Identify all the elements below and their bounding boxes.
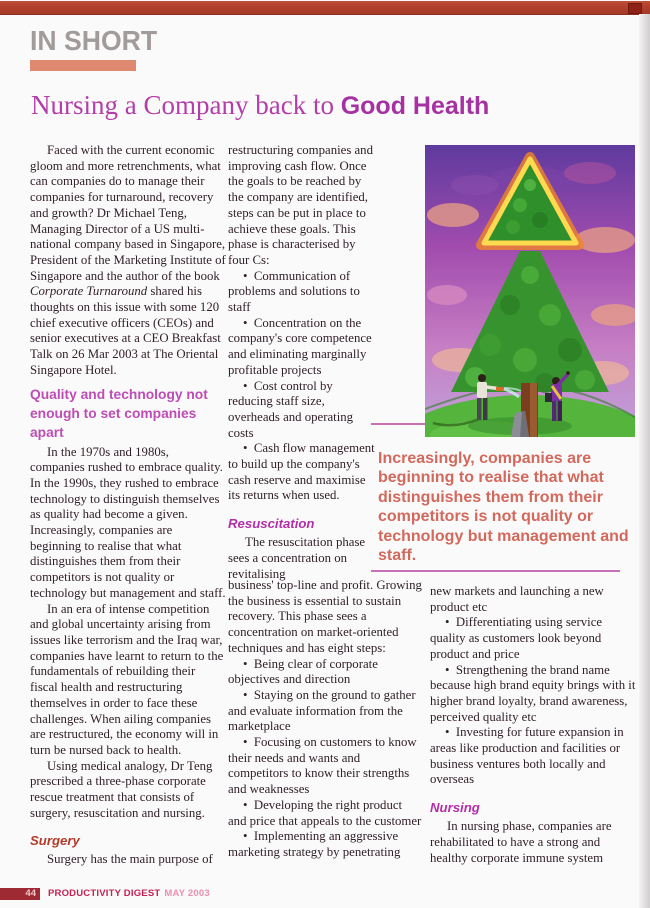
bullet-item: • Cash flow management to build up the company's cash reserve and maximise its returns when used. <box>228 441 375 503</box>
article-title-regular: Nursing a Company back to <box>31 90 341 120</box>
section-heading: Quality and technology not enough to set companies apart <box>30 386 208 440</box>
pull-quote-rule-bottom <box>371 570 620 572</box>
page-footer <box>48 888 210 900</box>
body-paragraph: The resuscitation phase sees a concentration on revitalising <box>228 535 366 581</box>
phase-subheading: Surgery <box>30 833 80 849</box>
bullet-item: • Being clear of corporate objectives and direction <box>228 656 378 687</box>
body-paragraph: new markets and launching a new product etc <box>430 584 604 614</box>
issue-date: MAY 2003 <box>164 888 210 899</box>
column-3 <box>430 584 636 866</box>
body-paragraph: Using medical analogy, Dr Teng prescribed a three-phase corporate rescue treatment that consists of surgery, resuscitation and nursing. <box>30 758 213 820</box>
section-underline-bar <box>30 60 136 71</box>
column-1 <box>30 143 226 868</box>
pull-quote: Increasingly, companies are beginning to realise that what distinguishes them from their competitors is not quality or technology but management and staff. <box>378 450 629 565</box>
page-edge-shadow <box>639 14 650 908</box>
bullet-item: • Concentration on the company's core competence and eliminating marginally profitable projects <box>228 315 372 377</box>
body-paragraph: In the 1970s and 1980s, companies rushed to embrace quality. In the 1990s, they rushed to embrace technology to distinguish themselves as quality had become a given. Increasingly, companies are beginning to realise that what distinguishes them from their competitors is not quality or technology but management and staff. <box>30 444 226 600</box>
article-title-bold: Good Health <box>340 92 490 120</box>
bullet-item: • Communication of problems and solutions to staff <box>228 268 360 315</box>
body-paragraph: Surgery has the main purpose of <box>47 852 213 867</box>
bullet-item: • Staying on the ground to gather and evaluate information from the marketplace <box>228 687 416 734</box>
body-paragraph: business' top-line and profit. Growing the business is essential to sustain recovery. This phase sees a concentration on market-oriented techniques and has eight steps: <box>228 578 422 655</box>
bullet-item: • Cost control by reducing staff size, overheads and operating costs <box>228 378 354 440</box>
bullet-item: • Developing the right product and price that appeals to the customer <box>228 797 422 828</box>
body-paragraph: Faced with the current economic gloom and more retrenchments, what can companies do to manage their companies for turnaround, recovery and growth? Dr Michael Teng, Managing Director of a US multi-national company based in Singapore, President of the Marketing Institute of Singapore and the author of the book Corporate Turnaround shared his thoughts on this issue with some 120 chief executive officers (CEOs) and senior executives at a CEO Breakfast Talk on 26 Mar 2003 at The Oriental Singapore Hotel. <box>30 143 226 377</box>
bullet-item: • Focusing on customers to know their needs and wants and competitors to know their strengths and weaknesses <box>228 735 417 797</box>
column-2-upper <box>228 143 378 582</box>
article-title <box>31 88 489 123</box>
bullet-item: • Differentiating using service quality as customers look beyond product and price <box>430 615 603 661</box>
bullet-item: • Strengthening the brand name because high brand equity brings with it higher brand loyalty, brand awareness, perceived quality etc <box>430 662 636 724</box>
tree-illustration <box>425 145 635 437</box>
phase-subheading: Resuscitation <box>228 516 315 532</box>
section-label: IN SHORT <box>30 25 158 56</box>
footer-page-number-bar <box>0 888 40 900</box>
tree-illustration-svg <box>425 145 635 437</box>
top-red-bar <box>0 1 650 15</box>
bullet-item: • Investing for future expansion in areas like production and facilities or business ventures both locally and overseas <box>430 725 624 787</box>
body-paragraph: In nursing phase, companies are rehabilitated to have a strong and healthy corporate immune system <box>430 819 612 865</box>
bullet-item: • Implementing an aggressive marketing strategy by penetrating <box>228 829 401 859</box>
page-number: 44 <box>25 888 36 899</box>
magazine-name: PRODUCTIVITY DIGEST <box>48 888 161 899</box>
body-paragraph: restructuring companies and improving cash flow. Once the goals to be reached by the company are identified, steps can be put in place to achieve these goals. This phase is characterised by four Cs: <box>228 143 373 267</box>
phase-subheading: Nursing <box>430 800 480 816</box>
window-icon <box>628 3 642 14</box>
pull-quote-rule-top <box>371 423 425 425</box>
body-paragraph: In an era of intense competition and global uncertainty arising from issues like terrorism and the Iraq war, companies have learnt to return to the fundamentals of rebuilding their fiscal health and restructuring themselves in order to face these challenges. When ailing companies are restructured, the economy will in turn be nursed back to health. <box>30 601 224 757</box>
column-2-lower <box>228 578 422 861</box>
